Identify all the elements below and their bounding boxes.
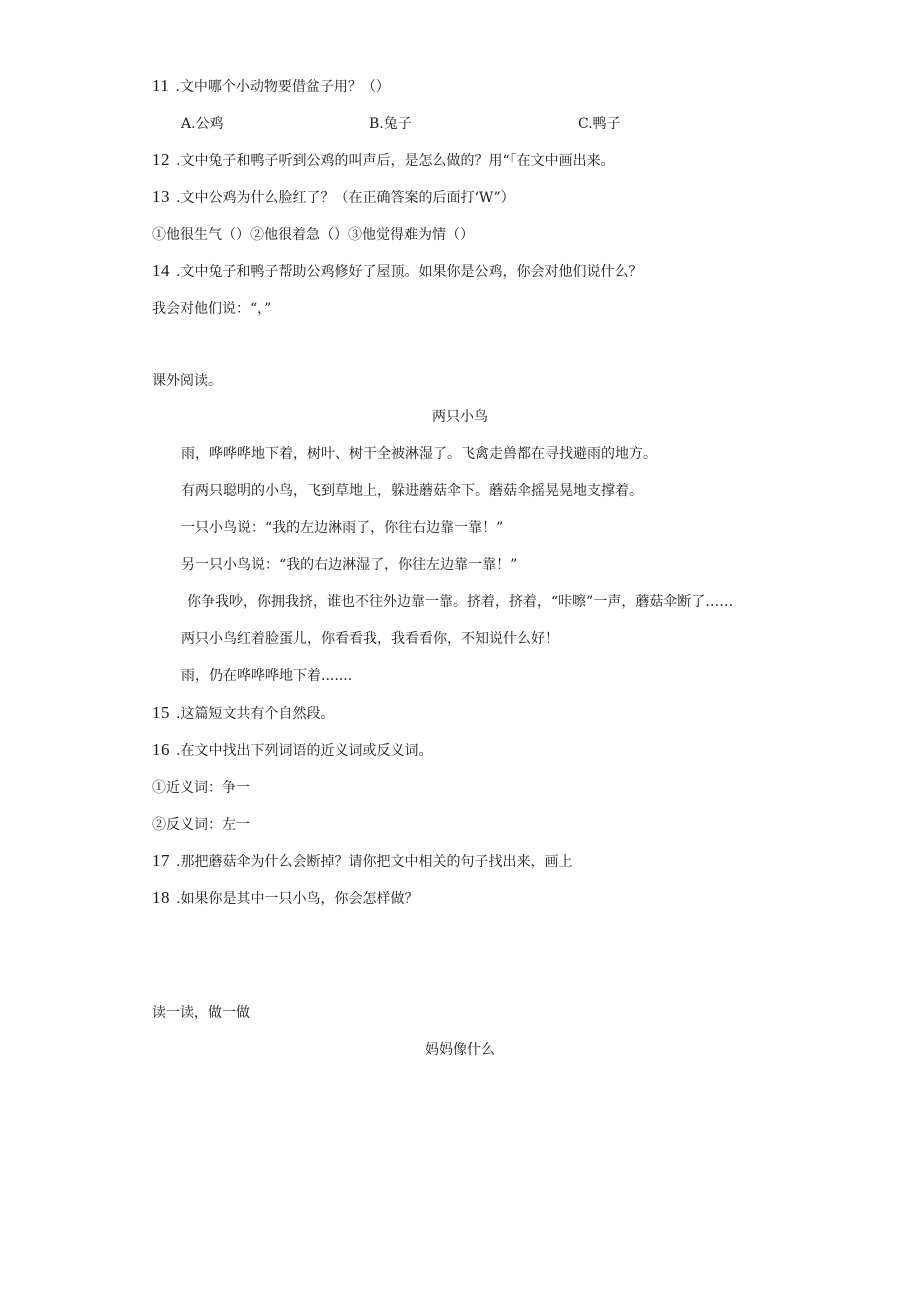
story-title-2: 妈妈像什么 (425, 1042, 495, 1058)
option-c: C.鸭子 (578, 116, 621, 132)
option-b: B.兔子 (369, 116, 412, 132)
story-paragraph-2: 有两只聪明的小鸟，飞到草地上，躲进蘑菇伞下。蘑菇伞摇晃晃地支撑着。 (181, 483, 643, 499)
question-number: 18 (152, 888, 170, 907)
question-number: 15 (152, 703, 170, 722)
question-16-synonym: ①近义词：争一 (152, 780, 250, 796)
question-number: 17 (152, 851, 170, 870)
question-11 (152, 77, 390, 96)
question-number: 13 (152, 187, 170, 206)
question-text: .文中公鸡为什么脸红了？（在正确答案的后面打‘W”） (176, 190, 515, 206)
question-15 (152, 704, 334, 723)
question-text: .在文中找出下列词语的近义词或反义词。 (176, 743, 433, 759)
story-paragraph-1: 雨，哗哗哗地下着，树叶、树干全被淋湿了。飞禽走兽都在寻找避雨的地方。 (181, 446, 657, 462)
story-paragraph-3: 一只小鸟说：“我的左边淋雨了，你往右边靠一靠！” (181, 520, 504, 536)
question-16 (152, 741, 432, 760)
question-text: .这篇短文共有个自然段。 (176, 706, 335, 722)
story-paragraph-6: 两只小鸟红着脸蛋儿，你看看我，我看看你，不知说什么好！ (181, 631, 559, 647)
question-number: 16 (152, 740, 170, 759)
question-text: .如果你是其中一只小鸟，你会怎样做？ (176, 891, 419, 907)
question-number: 11 (152, 76, 170, 95)
question-text: .文中兔子和鸭子听到公鸡的叫声后，是怎么做的？用“「在文中画出来。 (176, 153, 615, 169)
question-14-answer: 我会对他们说：“，” (152, 301, 272, 317)
story-paragraph-4: 另一只小鸟说：“我的右边淋湿了，你往左边靠一靠！” (181, 557, 518, 573)
question-17 (152, 852, 572, 871)
question-14 (152, 262, 642, 281)
question-text: .那把蘑菇伞为什么会断掉？请你把文中相关的句子找出来，画上 (176, 854, 573, 870)
question-text: .文中兔子和鸭子帮助公鸡修好了屋顶。如果你是公鸡，你会对他们说什么？ (176, 264, 643, 280)
story-paragraph-5: 你争我吵，你拥我挤，谁也不往外边靠一靠。挤着，挤着，“咔嚓”一声，蘑菇伞断了…… (187, 594, 734, 610)
question-number: 14 (152, 261, 170, 280)
story-paragraph-7: 雨，仍在哗哗哗地下着....... (181, 668, 353, 684)
option-a: A.公鸡 (181, 116, 224, 132)
question-text: .文中哪个小动物要借盆子用？（） (175, 79, 390, 95)
question-16-antonym: ②反义词：左一 (152, 817, 250, 833)
question-12 (152, 151, 615, 170)
section-heading: 课外阅读。 (152, 373, 222, 389)
question-13-choices: ①他很生气（）②他很着急（）③他觉得难为情（） (152, 227, 474, 243)
question-18 (152, 889, 418, 908)
section-heading-2: 读一读，做一做 (152, 1005, 250, 1021)
story-title: 两只小鸟 (432, 409, 488, 425)
question-13 (152, 188, 515, 207)
question-number: 12 (152, 150, 170, 169)
